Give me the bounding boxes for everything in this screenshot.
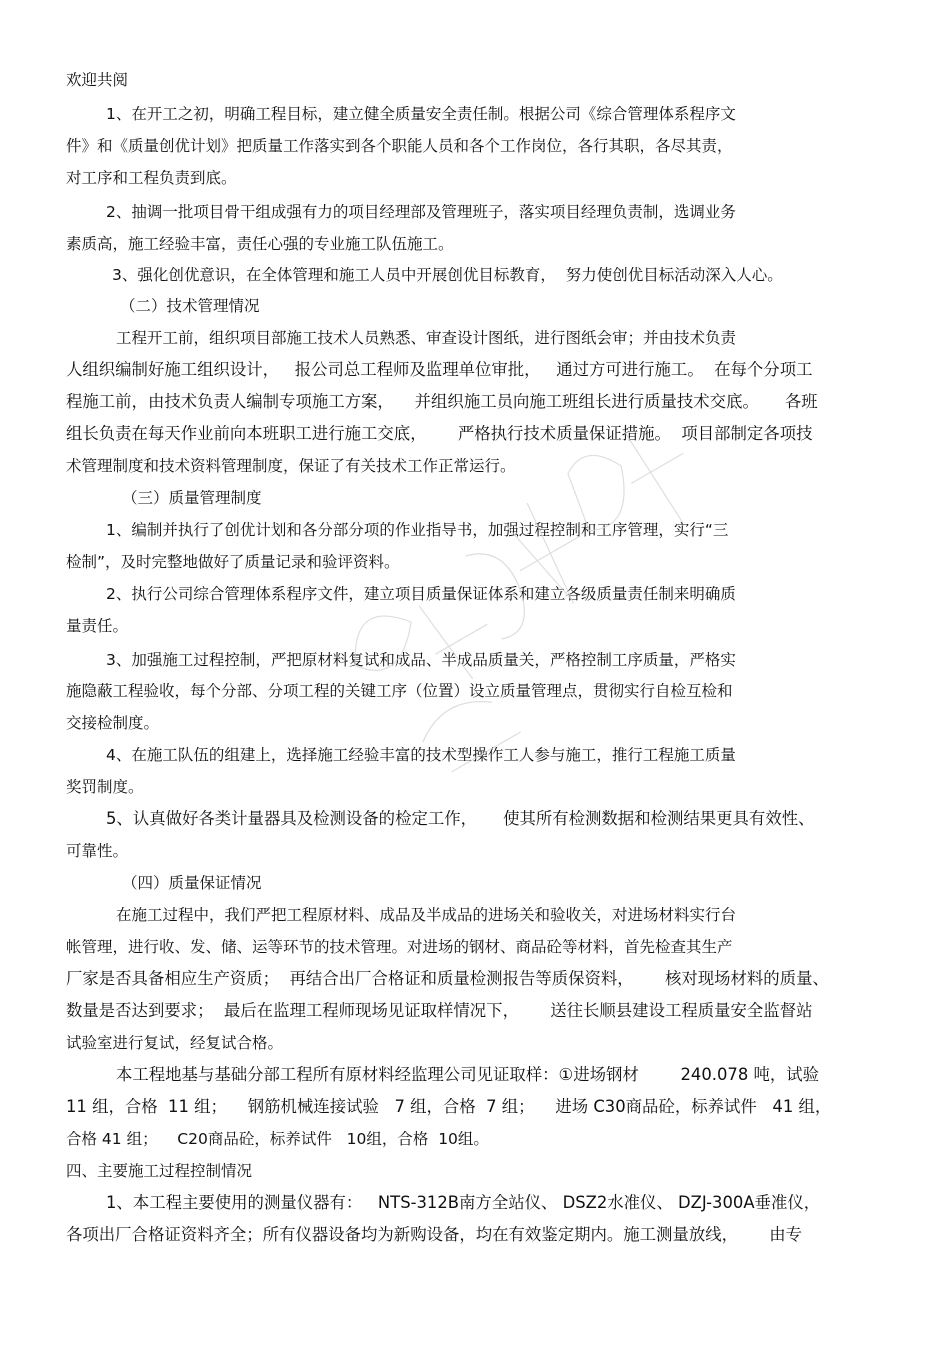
paragraph-line: 11 组，合格 11 组； 钢筋机械连接试验 7 组，合格 7 组； 进场 C30商品砼，标养试件 41 组，: [66, 1097, 832, 1116]
section-heading: （二）技术管理情况: [120, 297, 260, 315]
paragraph-line: 可靠性。: [66, 842, 129, 860]
paragraph-line: 工程开工前，组织项目部施工技术人员熟悉、审查设计图纸，进行图纸会审；并由技术负责: [116, 329, 737, 347]
section-heading: （四）质量保证情况: [122, 874, 262, 892]
paragraph-line: 奖罚制度。: [66, 778, 144, 796]
paragraph-line: 件》和《质量创优计划》把质量工作落实到各个职能人员和各个工作岗位，各行其职，各尽其责，: [66, 137, 733, 155]
paragraph-line: 数量是否达到要求； 最后在监理工程师现场见证取样情况下， 送往长顺县建设工程质量安全监督站: [66, 1001, 813, 1020]
paragraph-line: 2、执行公司综合管理体系程序文件，建立项目质量保证体系和建立各级质量责任制来明确质: [106, 585, 736, 603]
paragraph-line: 对工序和工程负责到底。: [66, 169, 237, 187]
paragraph-line: 3、强化创优意识，在全体管理和施工人员中开展创优目标教育， 努力使创优目标活动深入人心。: [112, 266, 783, 284]
paragraph-line: 施隐蔽工程验收，每个分部、分项工程的关键工序（位置）设立质量管理点，贯彻实行自检互检和: [66, 682, 733, 700]
paragraph-line: 程施工前，由技术负责人编制专项施工方案， 并组织施工员向施工班组长进行质量技术交底。 各班: [66, 392, 818, 411]
page-header: 欢迎共阅: [66, 71, 129, 89]
paragraph-line: 帐管理，进行收、发、储、运等环节的技术管理。对进场的钢材、商品砼等材料，首先检查其生产: [66, 938, 733, 956]
paragraph-line: 试验室进行复试，经复试合格。: [66, 1034, 284, 1052]
section-heading: （三）质量管理制度: [122, 489, 262, 507]
paragraph-line: 1、在开工之初，明确工程目标，建立健全质量安全责任制。根据公司《综合管理体系程序文: [106, 105, 736, 123]
paragraph-line: 素质高，施工经验丰富，责任心强的专业施工队伍施工。: [66, 235, 454, 253]
paragraph-line: 交接检制度。: [66, 714, 160, 732]
paragraph-line: 1、本工程主要使用的测量仪器有： NTS-312B南方全站仪、 DSZ2水准仪、 DZJ-300A垂准仪，: [106, 1193, 821, 1212]
paragraph-line: 厂家是否具备相应生产资质； 再结合出厂合格证和质量检测报告等质保资料， 核对现场材料的质量、: [66, 969, 829, 988]
paragraph-line: 5、认真做好各类计量器具及检测设备的检定工作， 使其所有检测数据和检测结果更具有效性、: [106, 809, 815, 828]
paragraph-line: 组长负责在每天作业前向本班职工进行施工交底， 严格执行技术质量保证措施。 项目部制定各项技: [66, 424, 813, 443]
section-heading: 四、主要施工过程控制情况: [66, 1162, 253, 1180]
paragraph-line: 4、在施工队伍的组建上，选择施工经验丰富的技术型操作工人参与施工，推行工程施工质量: [106, 746, 736, 764]
paragraph-line: 量责任。: [66, 617, 129, 635]
paragraph-line: 检制”，及时完整地做好了质量记录和验评资料。: [66, 553, 400, 571]
paragraph-line: 术管理制度和技术资料管理制度，保证了有关技术工作正常运行。: [66, 457, 516, 475]
paragraph-line: 2、抽调一批项目骨干组成强有力的项目经理部及管理班子，落实项目经理负责制，选调业务: [106, 203, 736, 221]
paragraph-line: 在施工过程中，我们严把工程原材料、成品及半成品的进场关和验收关，对进场材料实行台: [116, 906, 737, 924]
paragraph-line: 3、加强施工过程控制，严把原材料复试和成品、半成品质量关，严格控制工序质量，严格实: [106, 651, 736, 669]
paragraph-line: 合格 41 组； C20商品砼，标养试件 10组，合格 10组。: [66, 1130, 489, 1148]
paragraph-line: 各项出厂合格证资料齐全；所有仪器设备均为新购设备，均在有效鉴定期内。施工测量放线， 由专: [66, 1225, 803, 1244]
paragraph-line: 本工程地基与基础分部工程所有原材料经监理公司见证取样：①进场钢材 240.078 吨，试验: [116, 1065, 820, 1084]
paragraph-line: 1、编制并执行了创优计划和各分部分项的作业指导书，加强过程控制和工序管理，实行“三: [106, 521, 729, 539]
paragraph-line: 人组织编制好施工组织设计， 报公司总工程师及监理单位审批， 通过方可进行施工。 在每个分项工: [66, 360, 813, 379]
